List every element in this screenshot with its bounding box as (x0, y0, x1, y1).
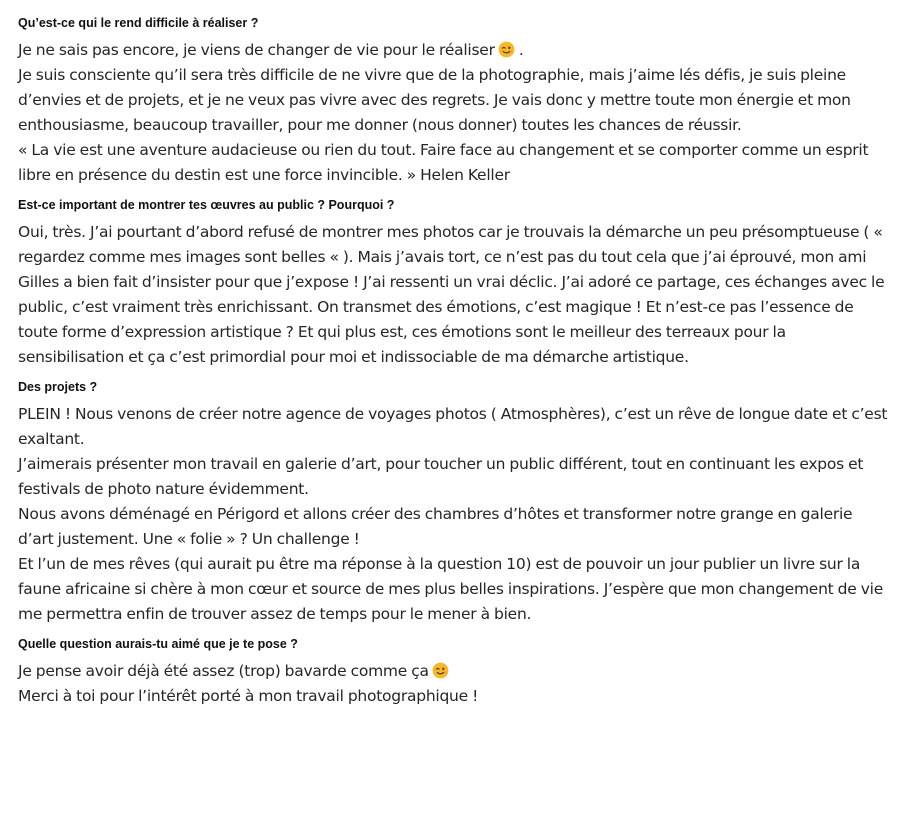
answer-paragraph: J’aimerais présenter mon travail en galerie d’art, pour toucher un public différent, tout en continuant les expos et festivals de photo nature évidemment. (18, 455, 864, 498)
section-question: Quelle question aurais-tu aimé que je te pose ? (18, 637, 298, 651)
section-question-wish (18, 635, 888, 709)
answer-text: Je ne sais pas encore, je viens de changer de vie pour le réaliser (18, 41, 495, 59)
quote-paragraph: « La vie est une aventure audacieuse ou rien du tout. Faire face au changement et se comporter comme un esprit libre en présence du destin est une force invincible. » Helen Keller (18, 141, 869, 184)
section-question: Est-ce important de montrer tes œuvres au public ? Pourquoi ? (18, 198, 395, 212)
answer-paragraph: Je suis consciente qu’il sera très difficile de ne vivre que de la photographie, mais j’aime lés défis, je suis pleine d’envies et de projets, et je ne veux pas vivre avec des regrets. Je vais donc y mettre toute mon énergie et mon enthousiasme, beaucoup travailler, pour me donner (nous donner) toutes les chances de réussir. (18, 66, 851, 134)
interview-document (18, 14, 888, 709)
winking-face-icon (498, 41, 515, 58)
answer-paragraph (18, 38, 888, 63)
winking-face-icon (432, 662, 449, 679)
section-public (18, 196, 888, 370)
section-question: Des projets ? (18, 380, 98, 394)
answer-paragraph: PLEIN ! Nous venons de créer notre agence de voyages photos ( Atmosphères), c’est un rêve de longue date et c’est exaltant. (18, 405, 888, 448)
section-question: Qu’est-ce qui le rend difficile à réaliser ? (18, 16, 259, 30)
section-projects (18, 378, 888, 627)
section-difficulty (18, 14, 888, 188)
answer-paragraph: Et l’un de mes rêves (qui aurait pu être ma réponse à la question 10) est de pouvoir un jour publier un livre sur la faune africaine si chère à mon cœur et source de mes plus belles inspirations. J’espère que mon changement de vie me permettra enfin de trouver assez de temps pour le mener à bien. (18, 555, 883, 623)
answer-paragraph: Oui, très. J’ai pourtant d’abord refusé de montrer mes photos car je trouvais la démarche un peu présomptueuse ( « regardez comme mes images sont belles « ). Mais j’avais tort, ce n’est pas du tout cela que j’ai éprouvé, mon ami Gilles a bien fait d’insister pour que j’expose ! J’ai ressenti un vrai déclic. J’ai adoré ce partage, ces échanges avec le public, c’est vraiment très enrichissant. On transmet des émotions, c’est magique ! Et n’est-ce pas l’essence de toute forme d’expression artistique ? Et qui plus est, ces émotions sont le meilleur des terreaux pour la sensibilisation et ça c’est primordial pour moi et indissociable de ma démarche artistique. (18, 223, 885, 366)
answer-paragraph (18, 659, 888, 684)
answer-paragraph: Merci à toi pour l’intérêt porté à mon travail photographique ! (18, 687, 479, 705)
answer-text: Je pense avoir déjà été assez (trop) bavarde comme ça (18, 662, 429, 680)
answer-paragraph: Nous avons déménagé en Périgord et allons créer des chambres d’hôtes et transformer notre grange en galerie d’art justement. Une « folie » ? Un challenge ! (18, 505, 853, 548)
answer-text: . (518, 41, 524, 59)
